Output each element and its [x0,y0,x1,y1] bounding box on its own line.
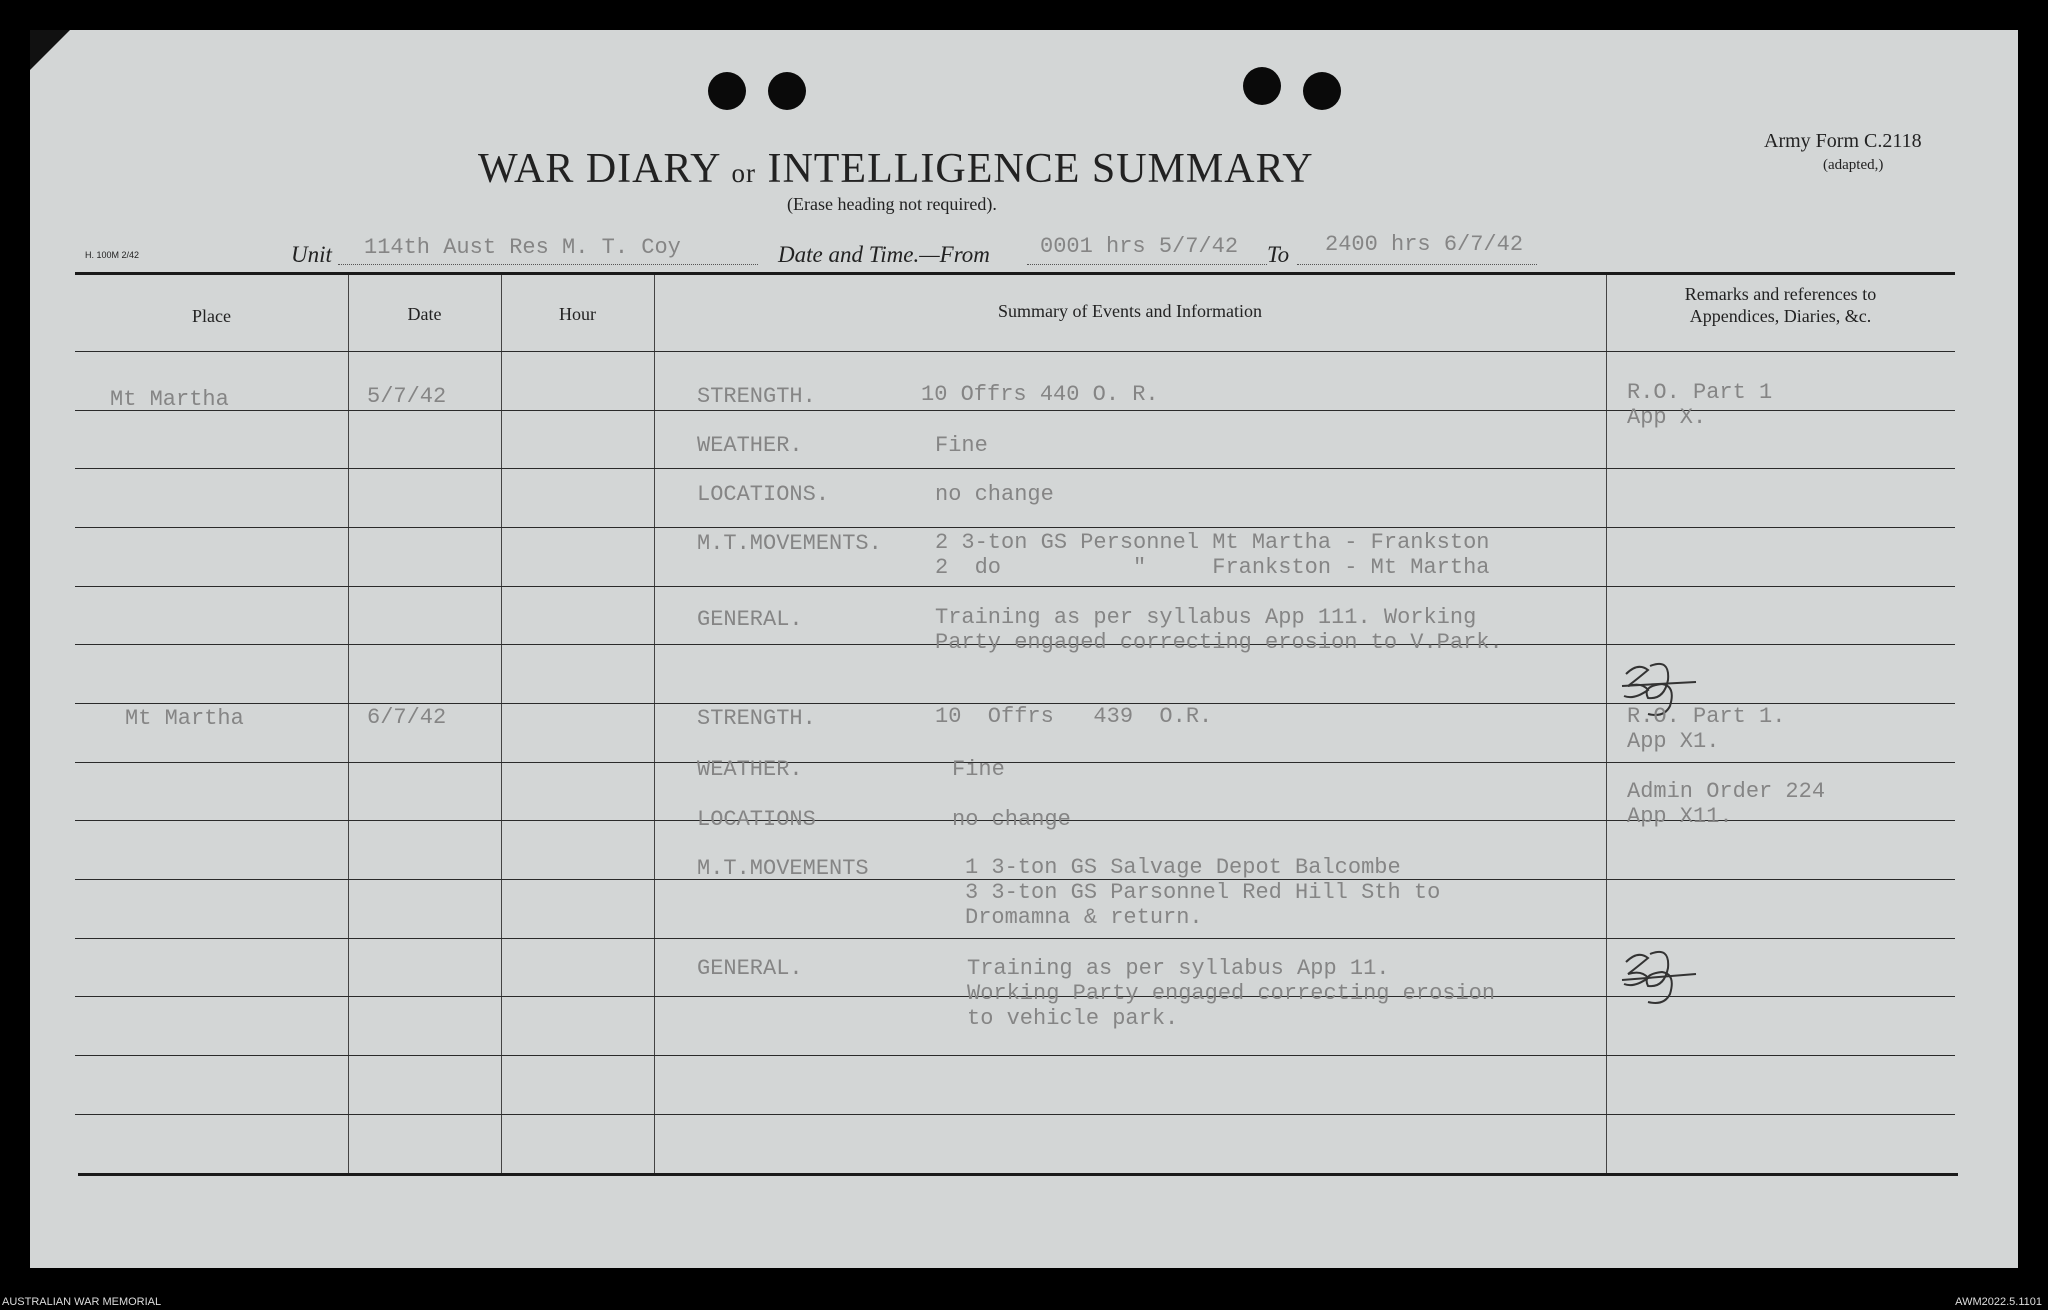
row-line [75,527,1955,528]
header-summary: Summary of Events and Information [998,301,1262,321]
day1-remark-line2: App X. [1627,405,1707,430]
header-remarks-line2: Appendices, Diaries, &c. [1689,306,1872,326]
header-remarks [1606,283,1955,327]
footer-credit: AUSTRALIAN WAR MEMORIAL [2,1296,162,1308]
day2-general-line2: Working Party engaged correcting erosion [967,981,1496,1006]
row-line [75,938,1955,939]
day2-remark-line3: Admin Order 224 [1627,779,1826,804]
handwritten-initials [1618,944,1698,1014]
day1-locations-value: no change [935,482,1054,507]
day1-general-line1: Training as per syllabus App 111. Working [935,605,1477,630]
army-form-adapted: (adapted,) [1823,157,1884,173]
form-code: H. 100M 2/42 [85,250,140,260]
day2-locations-value: no change [952,807,1071,832]
army-form-number: Army Form C.2118 [1764,130,1922,152]
title-intelligence-summary: INTELLIGENCE SUMMARY [767,146,1314,192]
unit-dotted-line [338,264,758,265]
day2-locations-label: LOCATIONS [697,807,816,832]
row-line [75,1114,1955,1115]
date-time-label: Date and Time.—From [778,242,990,267]
to-dotted-line [1297,264,1537,265]
punch-hole [1243,67,1281,105]
subtitle: (Erase heading not required). [787,194,997,214]
punch-hole [768,72,806,110]
unit-value: 114th Aust Res M. T. Coy [364,235,681,260]
day2-date: 6/7/42 [367,705,447,730]
day2-general-label: GENERAL. [697,956,803,981]
day2-place: Mt Martha [125,706,244,731]
day1-mt-line2: 2 do " Frankston - Mt Martha [935,555,1490,580]
day1-general-label: GENERAL. [697,607,803,632]
day2-general-line1: Training as per syllabus App 11. [967,956,1390,981]
title-war-diary: WAR DIARY [478,146,720,192]
punch-hole [1303,72,1341,110]
from-dotted-line [1027,264,1267,265]
day2-mt-line3: Dromamna & return. [965,905,1203,930]
row-line [75,468,1955,469]
day2-general-line3: to vehicle park. [967,1006,1179,1031]
day1-locations-label: LOCATIONS. [697,482,830,507]
day1-strength-label: STRENGTH. [697,384,816,409]
title-or: or [731,158,756,188]
day1-weather-label: WEATHER. [697,433,803,458]
unit-label: Unit [291,242,332,267]
table-bottom-border [78,1173,1958,1176]
day2-remark-line1: R.O. Part 1. [1627,704,1786,729]
page-title [478,145,1314,193]
day1-general-line2: Party engaged correcting erosion to V.Park. [935,630,1503,655]
row-line [75,586,1955,587]
day2-mt-line1: 1 3-ton GS Salvage Depot Balcombe [965,855,1401,880]
day2-mt-line2: 3 3-ton GS Parsonnel Red Hill Sth to [965,880,1441,905]
to-value: 2400 hrs 6/7/42 [1325,232,1524,257]
row-line [75,1055,1955,1056]
day1-mt-label: M.T.MOVEMENTS. [697,531,882,556]
torn-corner [30,30,70,70]
punch-hole [708,72,746,110]
row-line [75,351,1955,352]
table-top-border [75,272,1955,275]
day2-strength-label: STRENGTH. [697,706,816,731]
day1-date: 5/7/42 [367,384,447,409]
footer-accession-number: AWM2022.5.1101 [1955,1296,2042,1308]
header-hour: Hour [559,304,596,324]
day2-mt-label: M.T.MOVEMENTS [697,856,869,881]
day2-weather-label: WEATHER. [697,757,803,782]
header-place: Place [192,306,231,326]
day2-remark-line4: App X11. [1627,804,1733,829]
from-value: 0001 hrs 5/7/42 [1040,234,1239,259]
day2-weather-value: Fine [952,757,1005,782]
header-remarks-line1: Remarks and references to [1684,284,1877,304]
day2-remark-line2: App X1. [1627,729,1720,754]
header-date: Date [407,304,442,324]
day1-remark-line1: R.O. Part 1 [1627,380,1773,405]
day1-place: Mt Martha [110,387,229,412]
row-line [75,762,1955,763]
day1-strength-value: 10 Offrs 440 O. R. [921,382,1159,407]
day2-strength-value: 10 Offrs 439 O.R. [935,704,1213,729]
day1-weather-value: Fine [935,433,988,458]
day1-mt-line1: 2 3-ton GS Personnel Mt Martha - Frankston [935,530,1490,555]
to-label: To [1267,242,1290,267]
